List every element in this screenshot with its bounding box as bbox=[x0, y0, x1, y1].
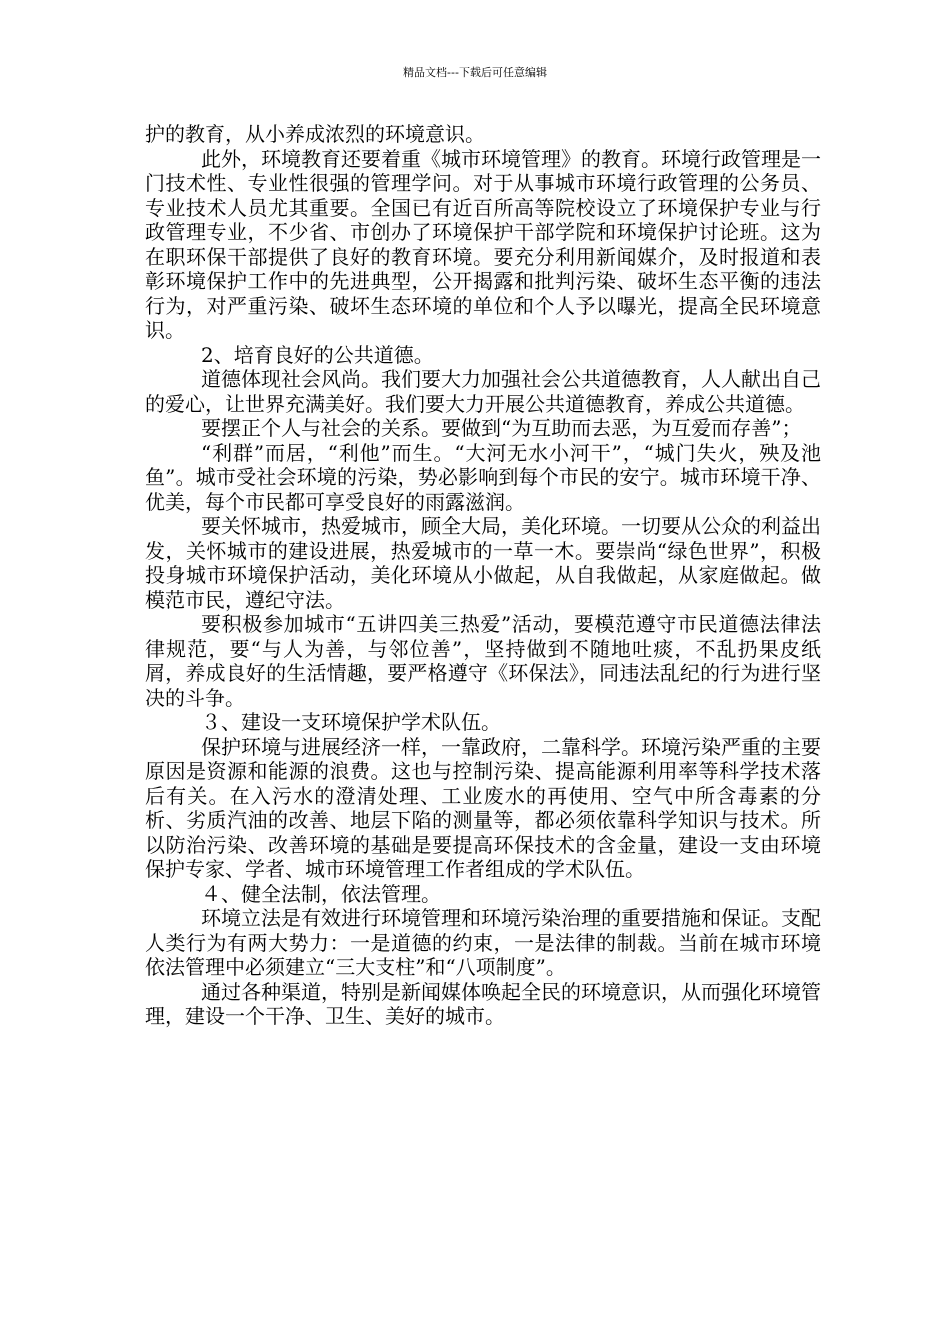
body-paragraph: ３、建设一支环境保护学术队伍。 bbox=[201, 710, 501, 734]
body-paragraph: 要摆正个人与社会的关系。要做到“为互助而去恶，为互爱而存善”； bbox=[201, 416, 802, 440]
page-header: 精品文档---下载后可任意编辑 bbox=[403, 66, 547, 79]
body-paragraph: 道德体现社会风尚。我们要大力加强社会公共道德教育，人人献出自己的爱心，让世界充满美好。我们要大力开展公共道德教育，养成公共道德。 bbox=[145, 367, 821, 416]
body-paragraph: “利群”而居，“利他”而生。“大河无水小河干”，“城门失火，殃及池鱼”。城市受社会环境的污染，势必影响到每个市民的安宁。城市环境干净、优美，每个市民都可享受良好的雨露滋润。 bbox=[145, 440, 821, 514]
body-paragraph: 保护环境与进展经济一样，一靠政府，二靠科学。环境污染严重的主要原因是资源和能源的浪费。这也与控制污染、提高能源利用率等科学技术落后有关。在入污水的澄清处理、工业废水的再使用、空气中所含毒素的分析、劣质汽油的改善、地层下陷的测量等，都必须依靠科学知识与技术。所以防治污染、改善环境的基础是要提高环保技术的含金量，建设一支由环境保护专家、学者、城市环境管理工作者组成的学术队伍。 bbox=[145, 734, 821, 881]
body-paragraph: 要关怀城市，热爱城市，顾全大局，美化环境。一切要从公众的利益出发，关怀城市的建设进展，热爱城市的一草一木。要崇尚“绿色世界”，积极投身城市环境保护活动，美化环境从小做起，从自我做起，从家庭做起。做模范市民，遵纪守法。 bbox=[145, 514, 821, 612]
body-paragraph: 护的教育，从小养成浓烈的环境意识。 bbox=[145, 122, 485, 146]
body-paragraph: 2、培育良好的公共道德。 bbox=[201, 342, 434, 367]
document-body bbox=[145, 122, 821, 1029]
body-paragraph: 通过各种渠道，特别是新闻媒体唤起全民的环境意识，从而强化环境管理，建设一个干净、卫生、美好的城市。 bbox=[145, 979, 821, 1028]
body-paragraph: 环境立法是有效进行环境管理和环境污染治理的重要措施和保证。支配人类行为有两大势力：一是道德的约束，一是法律的制裁。当前在城市环境依法管理中必须建立“三大支柱”和“八项制度”。 bbox=[145, 906, 821, 979]
body-paragraph: 此外，环境教育还要着重《城市环境管理》的教育。环境行政管理是一门技术性、专业性很强的管理学问。对于从事城市环境行政管理的公务员、专业技术人员尤其重要。全国已有近百所高等院校设立了环境保护专业与行政管理专业，不少省、市创办了环境保护干部学院和环境保护讨论班。这为在职环保干部提供了良好的教育环境。要充分利用新闻媒介，及时报道和表彰环境保护工作中的先进典型，公开揭露和批判污染、破坏生态平衡的违法行为，对严重污染、破坏生态环境的单位和个人予以曝光，提高全民环境意识。 bbox=[145, 146, 821, 342]
body-paragraph: ４、健全法制，依法管理。 bbox=[201, 881, 441, 906]
body-paragraph: 要积极参加城市“五讲四美三热爱”活动，要模范遵守市民道德法律法律规范，要“与人为善，与邻位善”，坚持做到不随地吐痰，不乱扔果皮纸屑，养成良好的生活情趣，要严格遵守《环保法》，同违法乱纪的行为进行坚决的斗争。 bbox=[145, 612, 821, 710]
